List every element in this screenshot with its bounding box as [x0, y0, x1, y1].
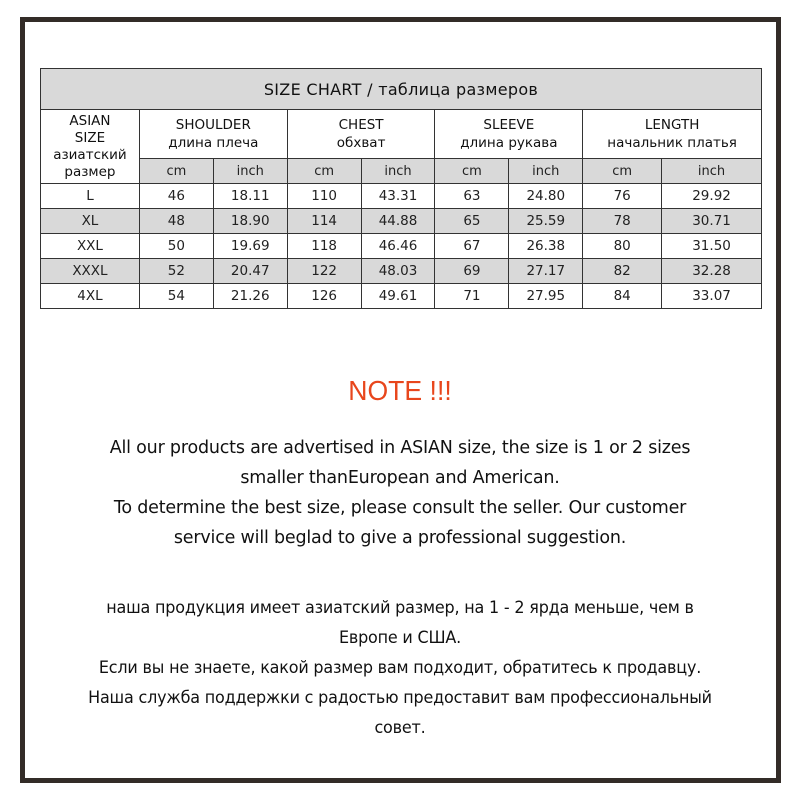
value-cell: 126 [287, 284, 361, 309]
value-cell: 26.38 [509, 234, 583, 259]
unit-label: cm [583, 159, 662, 184]
value-cell: 44.88 [361, 209, 435, 234]
unit-label: cm [435, 159, 509, 184]
russian-note-line: Если вы не знаете, какой размер вам подходит, обратитесь к продавцу. [98, 658, 702, 678]
unit-label: inch [509, 159, 583, 184]
value-cell: 48.03 [361, 259, 435, 284]
value-cell: 50 [139, 234, 213, 259]
length-header-ru: начальник платья [607, 135, 737, 151]
value-cell: 31.50 [662, 234, 762, 259]
chest-header-ru: обхват [336, 135, 386, 151]
value-cell: 32.28 [662, 259, 762, 284]
value-cell: 63 [435, 184, 509, 209]
value-cell: 18.90 [213, 209, 287, 234]
value-cell: 67 [435, 234, 509, 259]
value-cell: 110 [287, 184, 361, 209]
value-cell: 84 [583, 284, 662, 309]
size-header-ru-line2: размер [64, 163, 116, 180]
size-header-en-line1: ASIAN [69, 112, 111, 129]
unit-row [41, 159, 762, 184]
table-row [41, 259, 762, 284]
russian-note-line: совет. [374, 718, 426, 738]
value-cell: 27.17 [509, 259, 583, 284]
value-cell: 114 [287, 209, 361, 234]
sleeve-header-en: SLEEVE [483, 117, 535, 133]
russian-note [62, 593, 739, 743]
value-cell: 46 [139, 184, 213, 209]
value-cell: 21.26 [213, 284, 287, 309]
value-cell: 18.11 [213, 184, 287, 209]
size-chart-table [40, 68, 762, 309]
chest-header-en: CHEST [338, 117, 384, 133]
value-cell: 76 [583, 184, 662, 209]
length-header-en: LENGTH [644, 117, 700, 133]
russian-note-line: Наша служба поддержки с радостью предоставит вам профессиональный [88, 688, 712, 708]
table-title-row [41, 69, 762, 110]
table-row [41, 209, 762, 234]
value-cell: 25.59 [509, 209, 583, 234]
english-note-line: smaller thanEuropean and American. [240, 468, 560, 488]
value-cell: 78 [583, 209, 662, 234]
value-cell: 48 [139, 209, 213, 234]
value-cell: 24.80 [509, 184, 583, 209]
value-cell: 49.61 [361, 284, 435, 309]
size-cell: XXXL [41, 259, 140, 284]
value-cell: 122 [287, 259, 361, 284]
table-row [41, 184, 762, 209]
size-cell: L [41, 184, 140, 209]
value-cell: 46.46 [361, 234, 435, 259]
sleeve-header-ru: длина рукава [460, 135, 558, 151]
shoulder-header-ru: длина плеча [168, 135, 259, 151]
shoulder-header-en: SHOULDER [175, 117, 251, 133]
value-cell: 80 [583, 234, 662, 259]
table-row [41, 284, 762, 309]
unit-label: inch [361, 159, 435, 184]
unit-label: inch [213, 159, 287, 184]
size-cell: XXL [41, 234, 140, 259]
value-cell: 20.47 [213, 259, 287, 284]
value-cell: 69 [435, 259, 509, 284]
value-cell: 71 [435, 284, 509, 309]
russian-note-line: Европе и США. [338, 628, 462, 648]
size-cell: XL [41, 209, 140, 234]
english-note-line: To determine the best size, please consult the seller. Our customer [113, 498, 687, 518]
size-cell: 4XL [41, 284, 140, 309]
unit-label: cm [139, 159, 213, 184]
size-column-header [41, 110, 140, 184]
table-header-row [41, 110, 762, 159]
value-cell: 82 [583, 259, 662, 284]
value-cell: 19.69 [213, 234, 287, 259]
english-note-line: All our products are advertised in ASIAN size, the size is 1 or 2 sizes [109, 438, 691, 458]
chest-column-header [287, 110, 435, 159]
note-heading: NOTE !!! [348, 375, 452, 406]
english-note [40, 433, 760, 553]
value-cell: 118 [287, 234, 361, 259]
size-header-ru-line1: азиатский [53, 146, 127, 163]
english-note-line: service will beglad to give a professional suggestion. [173, 528, 627, 548]
value-cell: 54 [139, 284, 213, 309]
table-row [41, 234, 762, 259]
unit-label: inch [662, 159, 762, 184]
shoulder-column-header [139, 110, 287, 159]
value-cell: 29.92 [662, 184, 762, 209]
unit-label: cm [287, 159, 361, 184]
value-cell: 65 [435, 209, 509, 234]
value-cell: 52 [139, 259, 213, 284]
value-cell: 27.95 [509, 284, 583, 309]
sleeve-column-header [435, 110, 583, 159]
value-cell: 43.31 [361, 184, 435, 209]
table-title: SIZE CHART / таблица размеров [41, 69, 762, 110]
value-cell: 33.07 [662, 284, 762, 309]
russian-note-line: наша продукция имеет азиатский размер, на 1 - 2 ярда меньше, чем в [106, 598, 694, 618]
value-cell: 30.71 [662, 209, 762, 234]
length-column-header [583, 110, 762, 159]
size-header-en-line2: SIZE [74, 129, 106, 146]
